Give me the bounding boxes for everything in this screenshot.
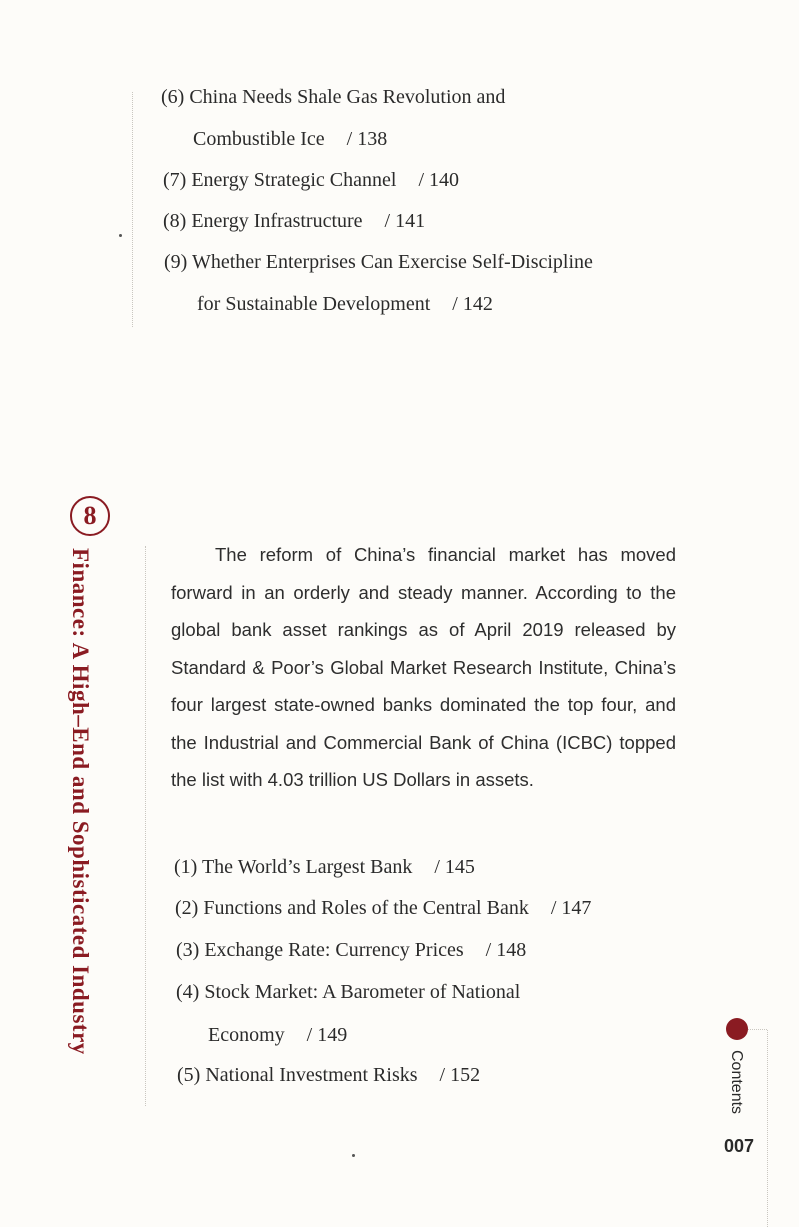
chapter-divider-line [145, 546, 146, 1106]
toc-page-number: / 145 [434, 856, 475, 878]
toc-item-label: (6) China Needs Shale Gas Revolution and [161, 86, 506, 108]
toc-item-label: (8) Energy Infrastructure [163, 210, 363, 232]
toc-item-4[interactable] [176, 981, 520, 1004]
contents-marker-dot [726, 1018, 748, 1040]
chapter-number-badge: 8 [70, 496, 110, 536]
toc-page-number: / 152 [439, 1064, 481, 1086]
toc-item-label: (2) Functions and Roles of the Central Bank [175, 897, 529, 919]
toc-item-label: (4) Stock Market: A Barometer of National [176, 981, 521, 1003]
chapter-intro-paragraph: The reform of China’s financial market has moved forward in an orderly and steady manner. According to the global bank asset rankings as of April 2019 released by Standard & Poor’s Global Market Research Institute, China’s four largest state-owned banks dominated the top four, and the Industrial and Commercial Bank of China (ICBC) topped the list with 4.03 trillion US Dollars in assets. [171, 544, 676, 790]
toc-item-7[interactable] [163, 169, 459, 192]
toc-page-number: / 141 [384, 210, 426, 232]
chapter-title: Finance: A High–End and Sophisticated Industry [68, 548, 93, 1055]
toc-page-number: / 148 [485, 939, 527, 961]
toc-item-4-cont[interactable] [208, 1024, 347, 1047]
page-number: 007 [724, 1136, 755, 1156]
toc-item-label: Combustible Ice [193, 128, 325, 150]
contents-dotted-line [767, 1030, 768, 1227]
toc-page-number: / 142 [452, 293, 493, 315]
toc-item-label: (5) National Investment Risks [177, 1064, 418, 1086]
toc-item-label: (1) The World’s Largest Bank [174, 856, 413, 878]
toc-item-6-cont[interactable] [193, 128, 387, 151]
toc-item-label: (3) Exchange Rate: Currency Prices [176, 939, 464, 961]
contents-section-label: Contents [728, 1050, 745, 1115]
toc-item-9-cont[interactable] [197, 293, 493, 316]
toc-item-5[interactable] [177, 1064, 480, 1087]
toc-page-number: / 147 [550, 897, 592, 919]
top-divider-line [132, 92, 133, 327]
toc-item-label: for Sustainable Development [197, 293, 431, 315]
toc-item-3[interactable] [176, 939, 526, 962]
toc-item-1[interactable] [174, 856, 475, 879]
toc-item-9[interactable] [164, 251, 593, 274]
stray-mark [352, 1154, 355, 1157]
stray-mark [119, 234, 122, 237]
toc-page-number: / 138 [346, 128, 388, 150]
toc-item-label: (9) Whether Enterprises Can Exercise Self-Discipline [164, 251, 593, 273]
toc-item-2[interactable] [175, 897, 591, 920]
toc-item-label: (7) Energy Strategic Channel [163, 169, 397, 191]
toc-item-8[interactable] [163, 210, 425, 233]
contents-dotted-tick [748, 1029, 767, 1030]
toc-page-number: / 140 [418, 169, 460, 191]
toc-item-6[interactable] [161, 86, 505, 109]
toc-page-number: / 149 [306, 1024, 348, 1046]
toc-item-label: Economy [208, 1024, 285, 1046]
